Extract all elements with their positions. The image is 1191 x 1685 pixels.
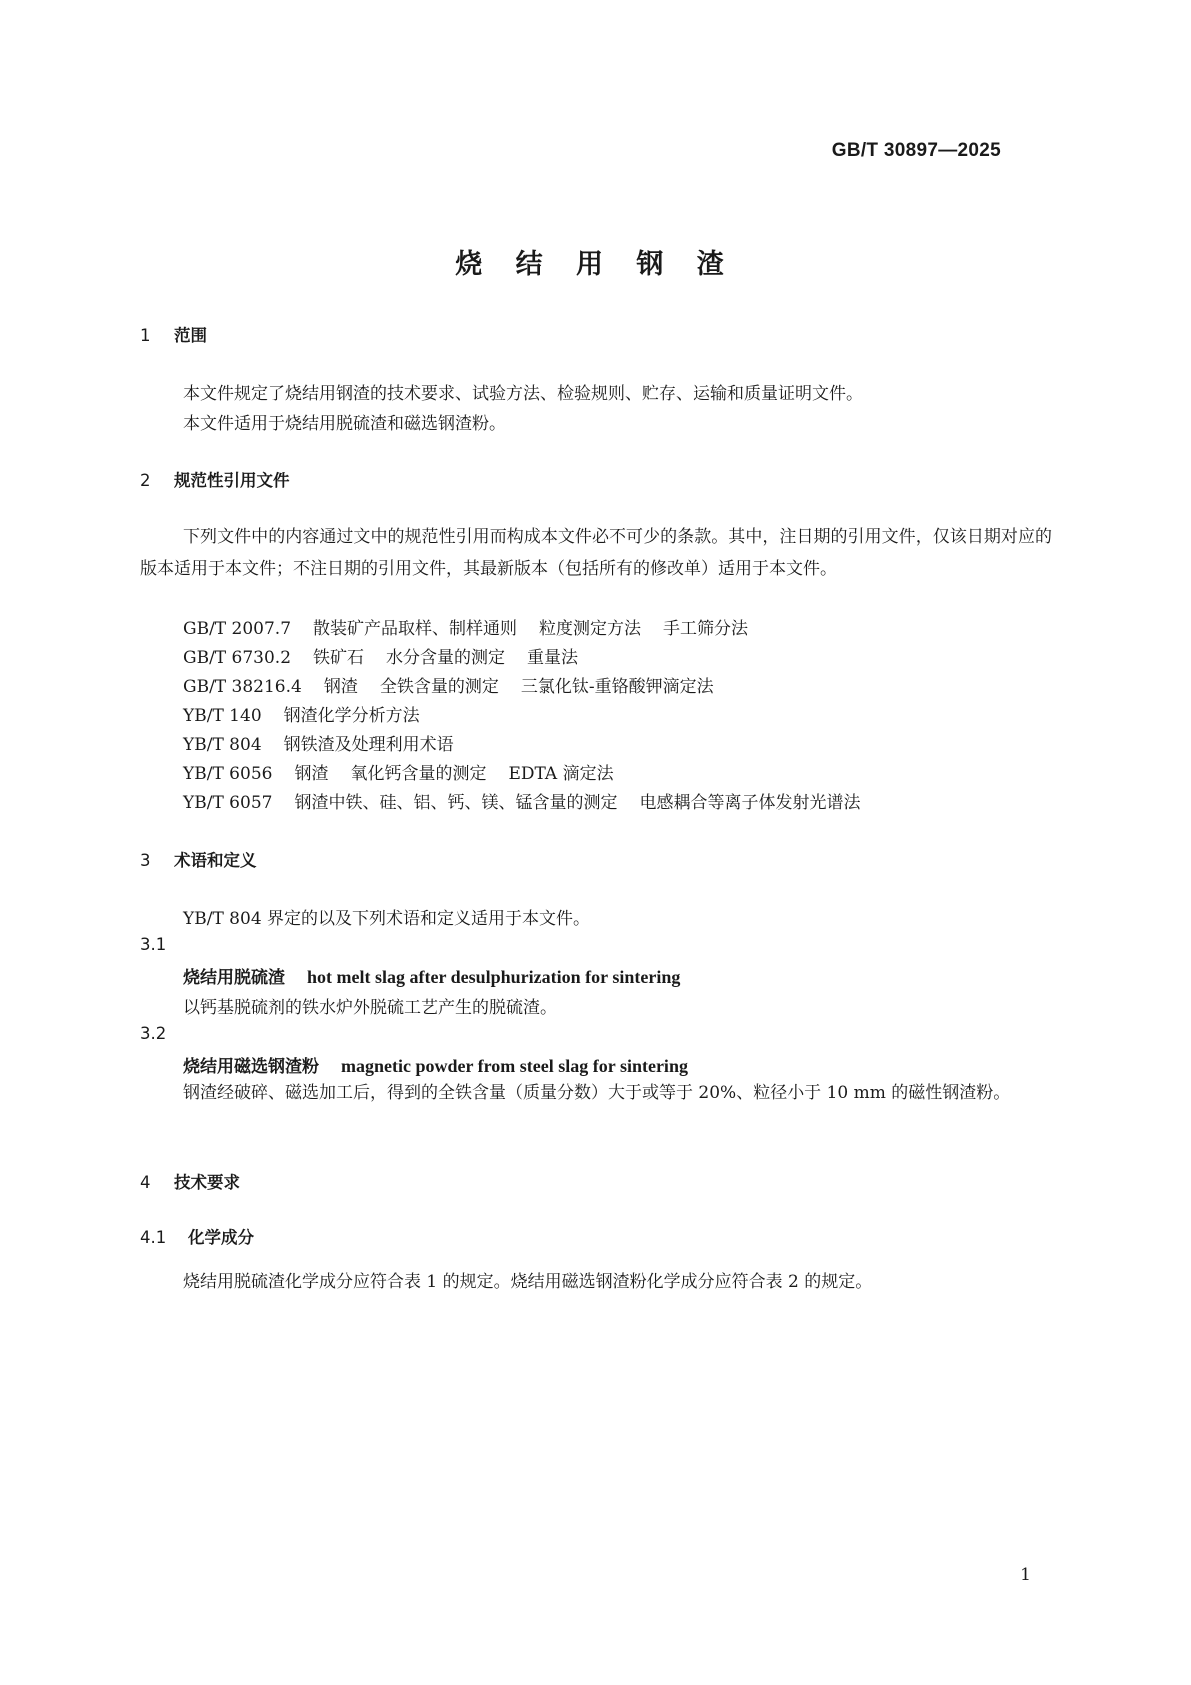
term-entry: [183, 1052, 688, 1077]
normative-reference: [183, 759, 614, 784]
reference-title-part: 氧化钙含量的测定: [350, 764, 487, 784]
section-title: 范围: [174, 326, 207, 345]
section-number: 2: [140, 471, 151, 490]
page-number: 1: [1020, 1565, 1031, 1585]
term-definition: 以钙基脱硫剂的铁水炉外脱硫工艺产生的脱硫渣。: [183, 998, 557, 1018]
reference-title-part: 钢渣中铁、硅、铝、钙、镁、锰含量的测定: [294, 793, 618, 813]
reference-code: YB/T 804: [183, 735, 262, 755]
section-4-heading: [140, 1169, 240, 1193]
term-chinese: 烧结用磁选钢渣粉: [183, 1057, 319, 1077]
section-3-intro: YB/T 804 界定的以及下列术语和定义适用于本文件。: [183, 909, 591, 929]
term-chinese: 烧结用脱硫渣: [183, 968, 285, 988]
term-english: magnetic powder from steel slag for sintering: [341, 1056, 688, 1076]
section-1-paragraph-2: 本文件适用于烧结用脱硫渣和磁选钢渣粉。: [183, 414, 506, 434]
reference-code: GB/T 38216.4: [183, 677, 302, 697]
section-1-heading: [140, 322, 207, 346]
section-2-intro: 下列文件中的内容通过文中的规范性引用而构成本文件必不可少的条款。其中，注日期的引用文件，仅该日期对应的版本适用于本文件；不注日期的引用文件，其最新版本（包括所有的修改单）适用于本文件。: [140, 527, 1052, 579]
document-title: 烧 结 用 钢 渣: [455, 249, 736, 280]
normative-reference: [183, 643, 578, 668]
section-title: 规范性引用文件: [174, 471, 290, 490]
reference-title-part: 粒度测定方法: [539, 619, 642, 639]
reference-code: YB/T 140: [183, 706, 262, 726]
term-english: hot melt slag after desulphurization for sintering: [307, 967, 681, 987]
reference-title-part: 钢渣: [323, 677, 358, 697]
section-number: 4: [140, 1173, 151, 1192]
section-number: 3: [140, 851, 151, 870]
section-1-paragraph-1: 本文件规定了烧结用钢渣的技术要求、试验方法、检验规则、贮存、运输和质量证明文件。: [183, 384, 863, 404]
reference-title-part: 散装矿产品取样、制样通则: [313, 619, 518, 639]
reference-title-part: 电感耦合等离子体发射光谱法: [639, 793, 861, 813]
subsection-number: 4.1: [140, 1228, 167, 1247]
subsection-4-1-paragraph: 烧结用脱硫渣化学成分应符合表 1 的规定。烧结用磁选钢渣粉化学成分应符合表 2 的规定。: [183, 1272, 873, 1292]
reference-title-part: 水分含量的测定: [386, 648, 506, 668]
standard-number: GB/T 30897—2025: [831, 140, 1001, 161]
term-number: 3.1: [140, 935, 167, 954]
subsection-title: 化学成分: [188, 1228, 254, 1247]
normative-reference: [183, 672, 714, 697]
term-entry: [183, 963, 680, 988]
reference-title-part: 手工筛分法: [663, 619, 749, 639]
normative-reference: [183, 730, 454, 755]
section-2-heading: [140, 467, 290, 491]
section-3-heading: [140, 847, 257, 871]
subsection-4-1-heading: [140, 1224, 254, 1248]
term-number: 3.2: [140, 1024, 167, 1043]
reference-code: YB/T 6057: [183, 793, 273, 813]
normative-reference: [183, 614, 748, 639]
section-number: 1: [140, 326, 151, 345]
section-title: 技术要求: [174, 1173, 240, 1192]
section-title: 术语和定义: [174, 851, 257, 870]
reference-title-part: 钢渣化学分析方法: [283, 706, 420, 726]
reference-title-part: 全铁含量的测定: [379, 677, 499, 697]
reference-code: GB/T 6730.2: [183, 648, 292, 668]
reference-code: GB/T 2007.7: [183, 619, 292, 639]
reference-title-part: 钢渣: [294, 764, 329, 784]
reference-title-part: 铁矿石: [313, 648, 365, 668]
term-definition: 钢渣经破碎、磁选加工后，得到的全铁含量（质量分数）大于或等于 20%、粒径小于 10 mm 的磁性钢渣粉。: [183, 1083, 1011, 1103]
reference-title-part: EDTA 滴定法: [508, 764, 614, 784]
reference-title-part: 重量法: [527, 648, 579, 668]
normative-reference: [183, 701, 420, 726]
reference-code: YB/T 6056: [183, 764, 273, 784]
normative-reference: [183, 788, 860, 813]
reference-title-part: 钢铁渣及处理利用术语: [283, 735, 454, 755]
reference-title-part: 三氯化钛-重铬酸钾滴定法: [520, 677, 714, 697]
